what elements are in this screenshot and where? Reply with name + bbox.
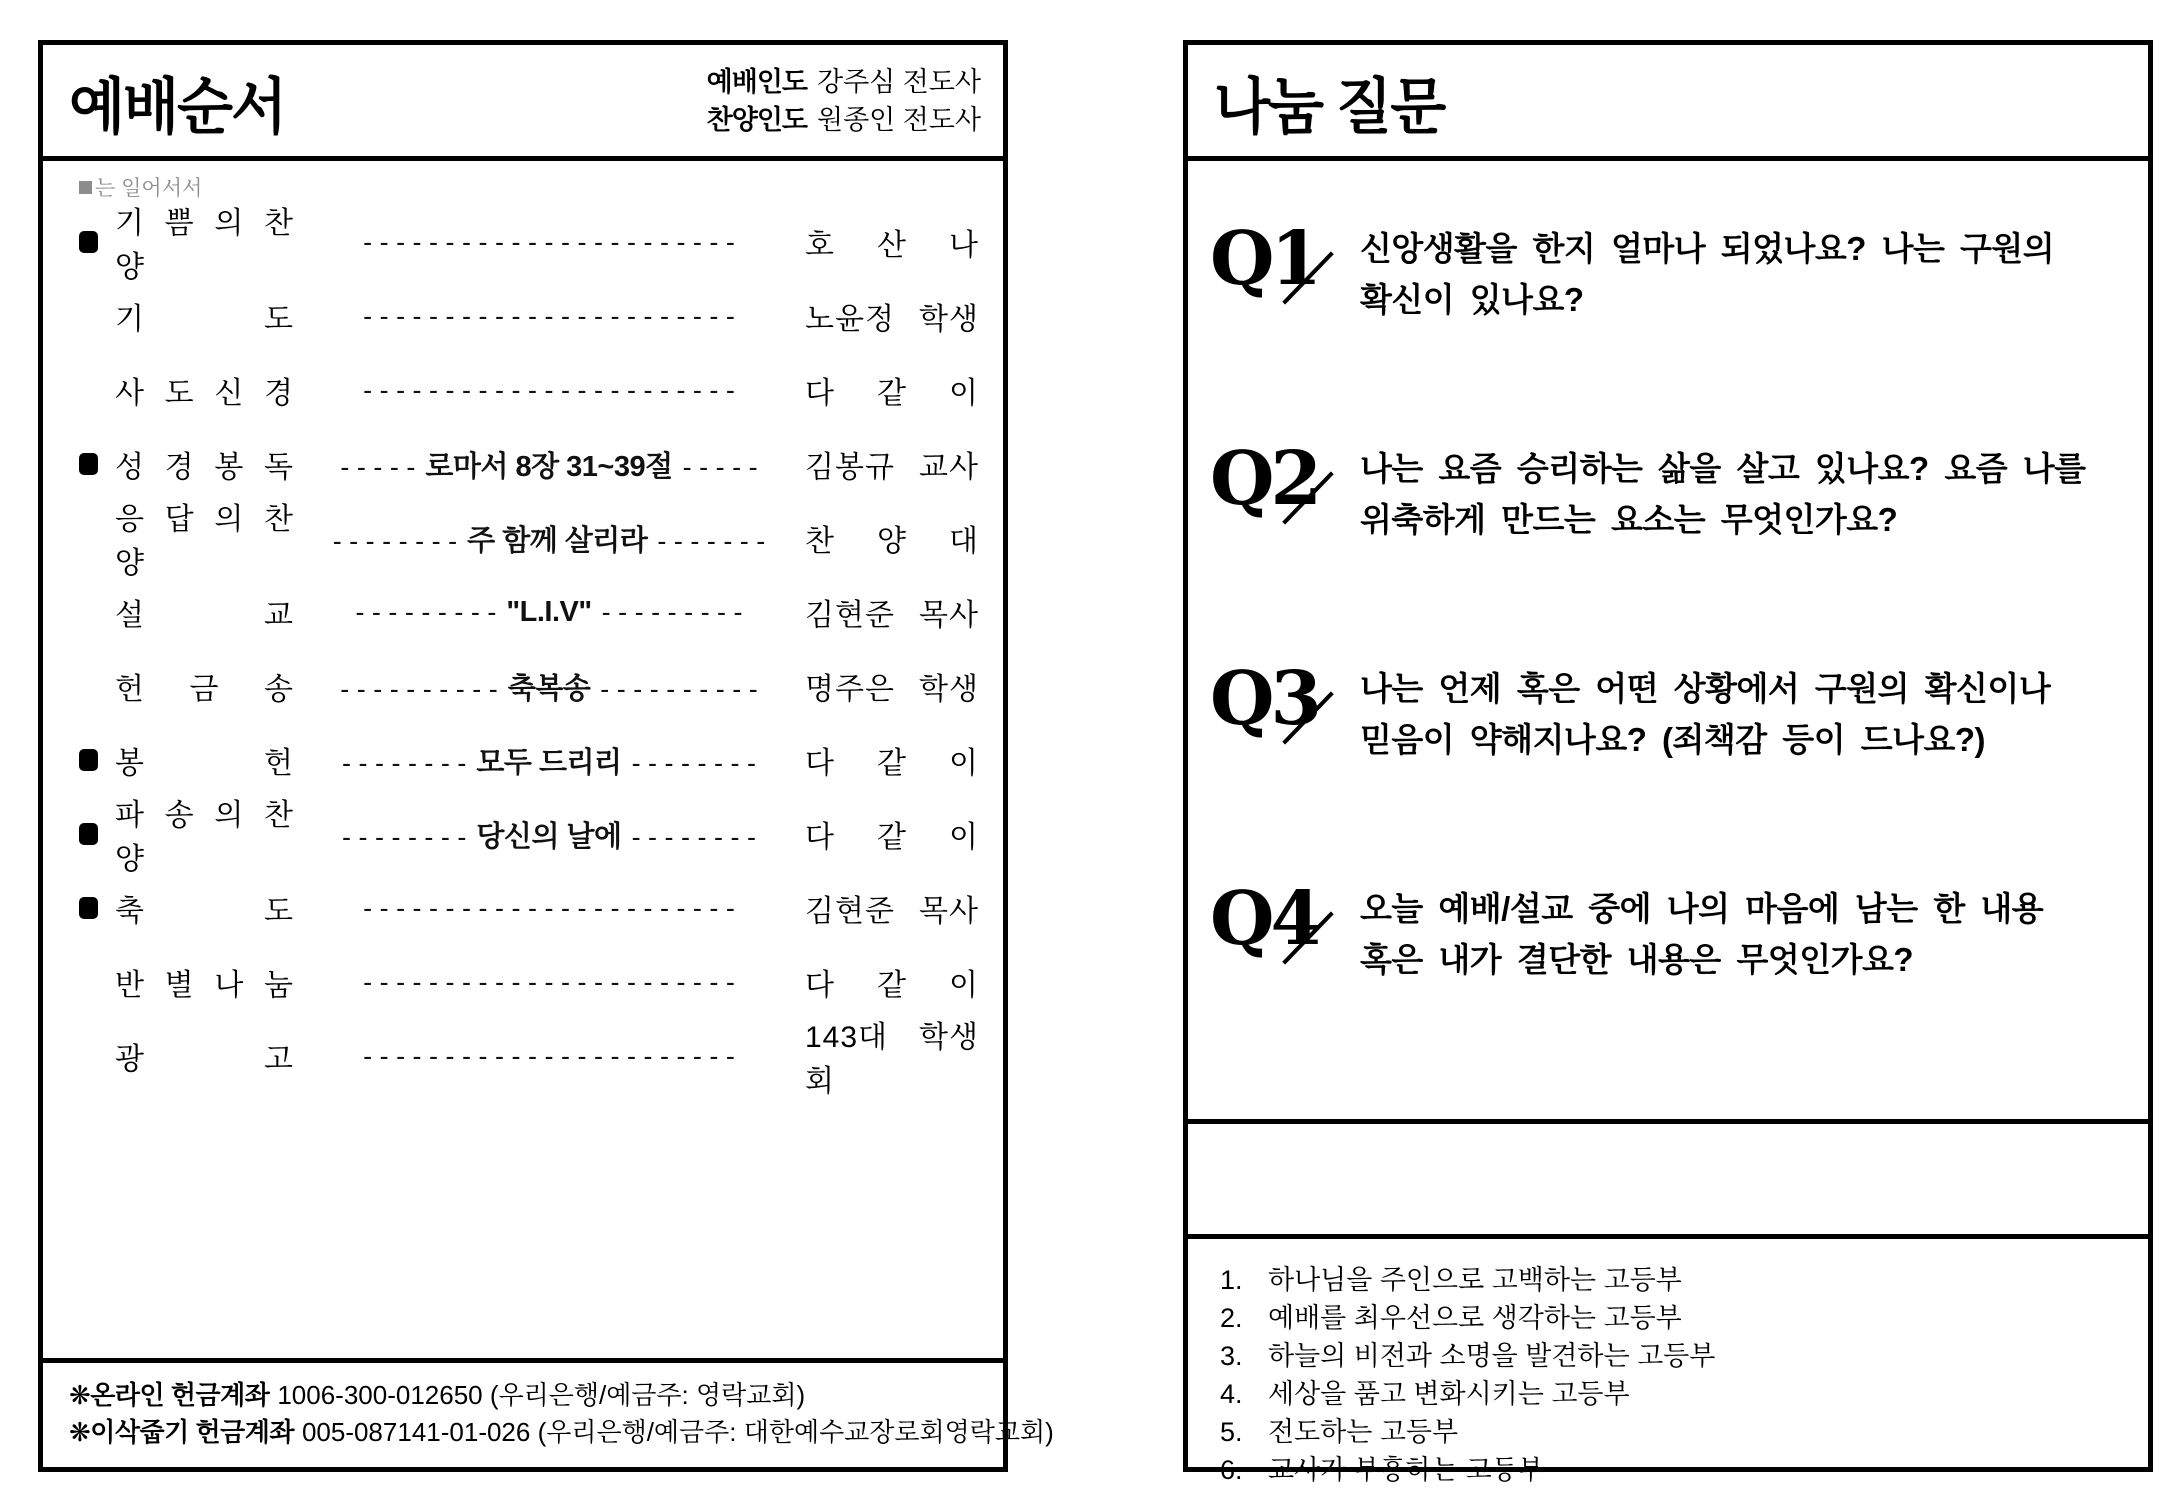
goal-number: 2. bbox=[1220, 1303, 1243, 1333]
order-item-song-title: 당신의 날에 bbox=[476, 820, 622, 853]
order-item-label: 광 고 bbox=[115, 1043, 293, 1076]
order-item-person: 다 같 이 bbox=[805, 821, 979, 854]
dash-left: - - - - - - - - - - - - - - - - - - - - - - - bbox=[363, 1040, 735, 1071]
order-item-song-title: 주 함께 살리라 bbox=[467, 524, 648, 557]
worship-order-row bbox=[79, 871, 979, 945]
worship-order-row bbox=[79, 353, 979, 427]
order-item-dashes bbox=[293, 1041, 805, 1072]
order-item-dashes bbox=[293, 444, 805, 485]
dash-left: - - - - - - - - - - - - - - - - - - - - - - - bbox=[363, 374, 735, 405]
order-item-song-title: 모두 드리리 bbox=[476, 746, 622, 779]
dash-left: - - - - - bbox=[340, 451, 416, 482]
worship-order-row bbox=[79, 945, 979, 1019]
question-row bbox=[1210, 876, 2114, 985]
order-item-person: 노윤정 학생 bbox=[805, 303, 979, 336]
goal-item bbox=[1220, 1261, 2118, 1299]
goal-number: 1. bbox=[1220, 1265, 1243, 1295]
goal-text: 하늘의 비전과 소명을 발견하는 고등부 bbox=[1268, 1341, 1716, 1371]
worship-order-row bbox=[79, 279, 979, 353]
leader-name: 원종인 전도사 bbox=[817, 104, 981, 135]
questions-section bbox=[1188, 161, 2148, 1124]
order-item-person: 다 같 이 bbox=[805, 969, 979, 1002]
order-item-label: 헌 금 송 bbox=[115, 673, 293, 706]
order-item-song-title: 축복송 bbox=[507, 672, 591, 705]
account-label: ❋온라인 헌금계좌 bbox=[69, 1380, 270, 1410]
goal-item bbox=[1220, 1413, 2118, 1451]
offering-accounts bbox=[43, 1358, 1054, 1467]
standing-note bbox=[79, 175, 979, 199]
question-text: 오늘 예배/설교 중에 나의 마음에 남는 한 내용 혹은 내가 결단한 내용은 무엇인가요? bbox=[1360, 890, 2044, 978]
worship-order-row bbox=[79, 1019, 979, 1098]
order-item-label: 축 도 bbox=[115, 895, 293, 928]
worship-order-row bbox=[79, 575, 979, 649]
dash-right: - - - - - bbox=[682, 451, 758, 482]
goal-item bbox=[1220, 1451, 2118, 1489]
order-item-label: 응 답 의 찬 양 bbox=[115, 503, 293, 580]
goal-item bbox=[1220, 1375, 2118, 1413]
department-goals-list bbox=[1188, 1239, 2148, 1489]
order-item-dashes bbox=[293, 375, 805, 406]
question-number-text: Q2 bbox=[1210, 436, 1318, 522]
question-text: 나는 언제 혹은 어떤 상황에서 구원의 확신이나 믿음이 약해지나요? (죄책감 등이 드나요?) bbox=[1360, 670, 2051, 758]
dash-right: - - - - - - - - bbox=[631, 747, 757, 778]
account-number: 1006-300-012650 (우리은행/예금주: 영락교회) bbox=[277, 1380, 806, 1410]
dash-left: - - - - - - - - bbox=[341, 747, 467, 778]
sharing-questions-header bbox=[1188, 45, 2148, 161]
dash-left: - - - - - - - - bbox=[341, 821, 467, 852]
order-item-song-title: "L.I.V" bbox=[506, 595, 592, 628]
goal-text: 전도하는 고등부 bbox=[1268, 1417, 1459, 1447]
worship-order-row bbox=[79, 797, 979, 876]
goal-text: 예배를 최우선으로 생각하는 고등부 bbox=[1268, 1303, 1682, 1333]
dash-left: - - - - - - - - - - - - - - - - - - - - - - - bbox=[363, 892, 735, 923]
question-text: 신앙생활을 한지 얼마나 되었나요? 나는 구원의 확신이 있나요? bbox=[1360, 230, 2055, 318]
dash-left: - - - - - - - - - - - - - - - - - - - - - - - bbox=[363, 300, 735, 331]
order-item-label: 기 쁨 의 찬 양 bbox=[115, 207, 293, 284]
goal-text: 교사가 부흥하는 고등부 bbox=[1268, 1455, 1544, 1485]
order-item-dashes bbox=[293, 518, 805, 559]
goal-number: 4. bbox=[1220, 1379, 1243, 1409]
goal-number: 6. bbox=[1220, 1455, 1243, 1485]
worship-order-row bbox=[79, 501, 979, 580]
worship-order-list bbox=[79, 205, 979, 1098]
worship-order-row bbox=[79, 649, 979, 723]
question-text: 나는 요즘 승리하는 삶을 살고 있나요? 요즘 나를 위축하게 만드는 요소는 무엇인가요? bbox=[1360, 450, 2086, 538]
worship-order-row bbox=[79, 723, 979, 797]
order-item-person: 김봉규 교사 bbox=[805, 451, 979, 484]
order-item-label: 기 도 bbox=[115, 303, 293, 336]
question-number-text: Q4 bbox=[1210, 876, 1318, 962]
order-item-dashes bbox=[293, 893, 805, 924]
leader-line bbox=[707, 101, 981, 139]
sharing-questions-panel bbox=[1183, 40, 2153, 1485]
goal-text: 하나님을 주인으로 고백하는 고등부 bbox=[1268, 1265, 1682, 1295]
dash-left: - - - - - - - - bbox=[332, 525, 458, 556]
dash-left: - - - - - - - - - bbox=[355, 596, 497, 627]
question-number-text: Q1 bbox=[1210, 216, 1318, 302]
account-number: 005-087141-01-026 (우리은행/예금주: 대한예수교장로회영락교회) bbox=[301, 1417, 1054, 1447]
service-leaders bbox=[707, 63, 981, 139]
account-line bbox=[69, 1377, 985, 1414]
order-item-dashes bbox=[293, 227, 805, 258]
question-number bbox=[1210, 876, 1360, 981]
standing-bullet-icon bbox=[79, 897, 98, 919]
leader-role: 찬양인도 bbox=[706, 104, 807, 135]
dash-right: - - - - - - - - bbox=[631, 821, 757, 852]
order-item-person: 김현준 목사 bbox=[805, 599, 979, 632]
notes-empty-section bbox=[1188, 1124, 2148, 1239]
question-number bbox=[1210, 656, 1360, 761]
leader-name: 강주심 전도사 bbox=[817, 66, 981, 97]
order-item-person: 143대 학생회 bbox=[805, 1021, 979, 1098]
worship-order-panel bbox=[38, 40, 1054, 1472]
dash-left: - - - - - - - - - - bbox=[340, 673, 498, 704]
goal-item bbox=[1220, 1337, 2118, 1375]
worship-order-row bbox=[79, 205, 979, 284]
leader-line bbox=[707, 63, 981, 101]
order-item-person: 다 같 이 bbox=[805, 747, 979, 780]
question-number-text: Q3 bbox=[1210, 656, 1318, 742]
goal-item bbox=[1220, 1299, 2118, 1337]
question-number bbox=[1210, 216, 1360, 321]
order-item-person: 다 같 이 bbox=[805, 377, 979, 410]
order-item-person: 찬 양 대 bbox=[805, 525, 979, 558]
order-item-dashes bbox=[293, 740, 805, 781]
standing-note-text: 는 일어서서 bbox=[95, 177, 203, 200]
goal-text: 세상을 품고 변화시키는 고등부 bbox=[1268, 1379, 1630, 1409]
standing-bullet-icon bbox=[79, 453, 98, 475]
worship-order-header bbox=[43, 45, 1003, 161]
sharing-questions-title: 나눔 질문 bbox=[1214, 72, 1445, 141]
order-item-dashes bbox=[293, 967, 805, 998]
order-item-person: 호 산 나 bbox=[805, 229, 979, 262]
order-item-dashes bbox=[293, 596, 805, 629]
worship-order-title: 예배순서 bbox=[69, 72, 286, 141]
order-item-label: 성 경 봉 독 bbox=[115, 451, 293, 484]
dash-left: - - - - - - - - - - - - - - - - - - - - - - - bbox=[363, 966, 735, 997]
standing-bullet-icon bbox=[79, 823, 98, 845]
leader-role: 예배인도 bbox=[706, 66, 807, 97]
account-label: ❋이삭줍기 헌금계좌 bbox=[69, 1417, 294, 1447]
order-item-dashes bbox=[293, 814, 805, 855]
standing-square-icon bbox=[79, 181, 92, 194]
order-item-dashes bbox=[293, 301, 805, 332]
question-row bbox=[1210, 216, 2114, 325]
worship-order-row bbox=[79, 427, 979, 501]
order-item-dashes bbox=[293, 666, 805, 707]
order-item-person: 김현준 목사 bbox=[805, 895, 979, 928]
order-item-label: 파 송 의 찬 양 bbox=[115, 799, 293, 876]
dash-right: - - - - - - - bbox=[657, 525, 766, 556]
goal-number: 3. bbox=[1220, 1341, 1243, 1371]
standing-bullet-icon bbox=[79, 231, 98, 253]
standing-bullet-icon bbox=[79, 749, 98, 771]
question-row bbox=[1210, 436, 2114, 545]
order-item-label: 설 교 bbox=[115, 599, 293, 632]
dash-right: - - - - - - - - - - bbox=[600, 673, 758, 704]
account-line bbox=[69, 1414, 1054, 1451]
order-item-label: 반 별 나 눔 bbox=[115, 969, 293, 1002]
order-item-song-title: 로마서 8장 31~39절 bbox=[425, 450, 673, 483]
dash-right: - - - - - - - - - bbox=[601, 596, 743, 627]
order-item-person: 명주은 학생 bbox=[805, 673, 979, 706]
worship-order-body bbox=[43, 161, 1003, 1358]
goal-number: 5. bbox=[1220, 1417, 1243, 1447]
order-item-label: 사 도 신 경 bbox=[115, 377, 293, 410]
dash-left: - - - - - - - - - - - - - - - - - - - - - - - bbox=[363, 226, 735, 257]
question-number bbox=[1210, 436, 1360, 541]
question-row bbox=[1210, 656, 2114, 765]
order-item-label: 봉 헌 bbox=[115, 747, 293, 780]
